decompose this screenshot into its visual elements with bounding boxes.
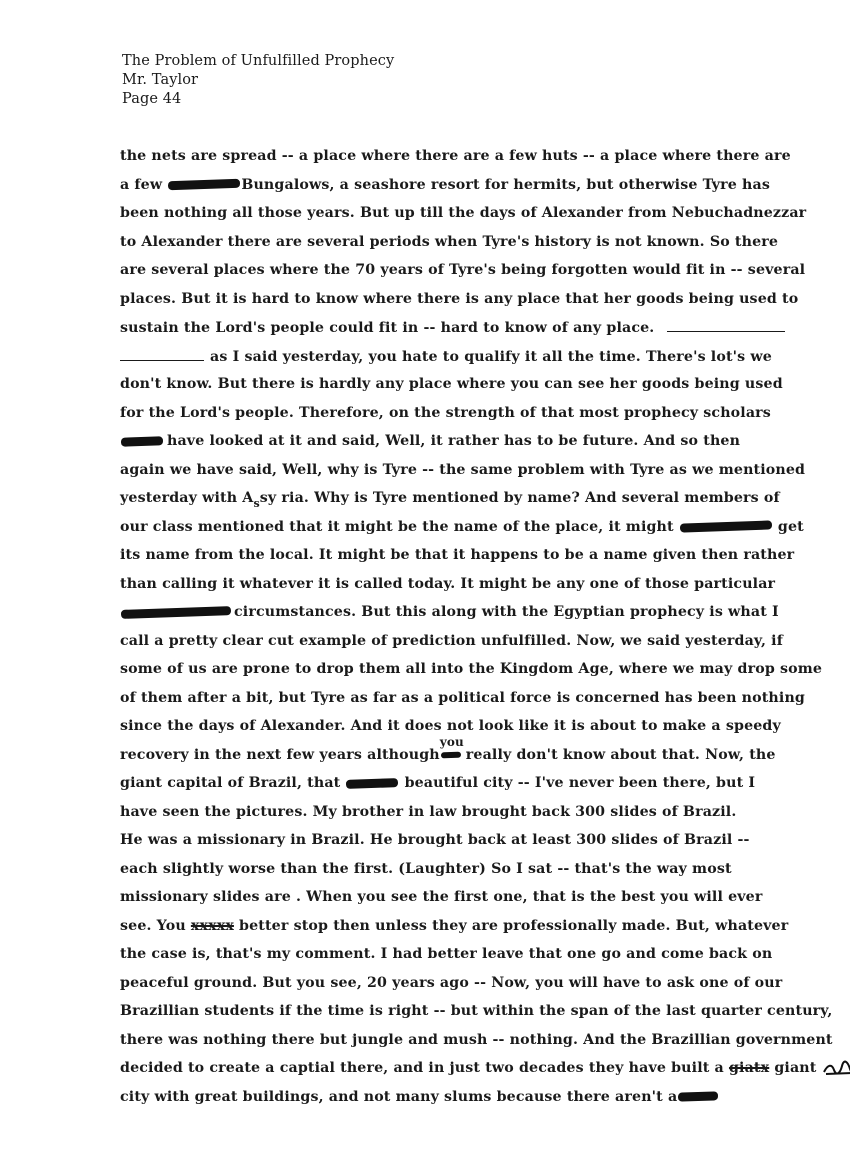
text-line: each slightly worse than the first. (Laughter) So I sat -- that's the way most [120,860,732,877]
redaction-mark [121,436,163,446]
text-line [120,346,772,366]
text-line [120,317,785,337]
text-line [120,1087,719,1107]
text-segment: see. You [120,917,186,934]
redaction-mark [168,179,240,191]
text-segment: city with great buildings, and not many slums because there aren't a [120,1088,678,1105]
text-segment: beautiful city -- I've never been there, but I [404,775,756,791]
text-line [120,734,776,765]
text-line: Brazillian students if the time is right -- but within the span of the last quarter century, [120,1003,833,1019]
text-line [120,175,770,195]
text-subscript: s [253,497,260,510]
text-segment: have looked at it and said, Well, it rather has to be future. And so then [167,433,741,449]
text-line [120,431,740,451]
text-line [120,916,788,936]
struck-text: xxxxx [190,917,234,934]
text-segment: yesterday with A [120,490,254,506]
text-segment: as I said yesterday, you hate to qualify it all the time. There's lot's we [210,348,772,365]
text-line [120,488,780,508]
text-line: been nothing all those years. But up till the days of Alexander from Nebuchadnezzar [120,205,807,221]
text-line: the case is, that's my comment. I had better leave that one go and come back on [120,946,773,962]
redaction-mark [121,606,231,619]
text-line: have seen the pictures. My brother in law brought back 300 slides of Brazil. [120,803,737,820]
text-segment: giant [774,1060,817,1076]
page-number: Page 44 [122,91,182,107]
text-line: some of us are prone to drop them all into the Kingdom Age, where we may drop some [120,661,823,677]
text-segment: a few [120,176,163,193]
text-line [120,773,755,793]
text-line: are several places where the 70 years of Tyre's being forgotten would fit in -- several [120,262,806,278]
text-segment: recovery in the next few years although [120,746,440,763]
handwritten-annotation-icon [822,1060,850,1076]
document-title: The Problem of Unfulfilled Prophecy [122,53,395,69]
text-line [120,602,779,622]
text-segment: sustain the Lord's people could fit in -- hard to know of any place. [120,320,655,336]
insertion-wrap [439,734,466,765]
redaction-mark [441,751,461,758]
redaction-mark [680,520,772,532]
text-line: missionary slides are . When you see the first one, that is the best you will ever [120,889,763,905]
text-line: to Alexander there are several periods when Tyre's history is not known. So there [120,233,779,250]
text-line: since the days of Alexander. And it does not look like it is about to make a speedy [120,718,781,734]
text-line: He was a missionary in Brazil. He brought back at least 300 slides of Brazil -- [120,832,750,848]
blank-line [120,346,204,361]
text-line: call a pretty clear cut example of prediction unfulfilled. Now, we said yesterday, if [120,632,783,649]
text-segment: decided to create a captial there, and in just two decades they have built a [120,1060,724,1076]
text-line [120,517,804,537]
text-insertion: you [439,734,464,749]
text-segment: our class mentioned that it might be the name of the place, it might [120,518,674,535]
text-line: there was nothing there but jungle and mush -- nothing. And the Brazillian government [120,1031,833,1048]
text-segment: get [777,518,804,535]
text-segment: sy ria. Why is Tyre mentioned by name? And several members of [259,490,780,506]
text-line: again we have said, Well, why is Tyre -- the same problem with Tyre as we mentioned [120,461,806,478]
text-line: of them after a bit, but Tyre as far as a political force is concerned has been nothing [120,689,805,706]
text-line: don't know. But there is hardly any place where you can see her goods being used [120,376,783,392]
struck-text: giatx [728,1060,770,1076]
redaction-mark [678,1091,718,1101]
text-segment: better stop then unless they are professionally made. But, whatever [239,917,789,934]
text-line [120,1058,850,1078]
text-segment: circumstances. But this along with the Egyptian prophecy is what I [234,604,779,620]
text-line: peaceful ground. But you see, 20 years ago -- Now, you will have to ask one of our [120,974,783,991]
speaker-name: Mr. Taylor [122,72,199,88]
redaction-mark [346,778,398,789]
text-line: the nets are spread -- a place where there are a few huts -- a place where there are [120,148,791,164]
text-line: places. But it is hard to know where there is any place that her goods being used to [120,290,799,307]
text-line: than calling it whatever it is called today. It might be any one of those particular [120,575,776,592]
text-segment: really don't know about that. Now, the [465,746,776,763]
text-line: for the Lord's people. Therefore, on the strength of that most prophecy scholars [120,404,771,421]
text-segment: Bungalows, a seashore resort for hermits, but otherwise Tyre has [241,176,770,193]
blank-line [667,317,785,332]
text-segment: giant capital of Brazil, that [120,775,341,791]
page-header [122,52,394,109]
text-line: its name from the local. It might be that it happens to be a name given then rather [120,547,795,563]
